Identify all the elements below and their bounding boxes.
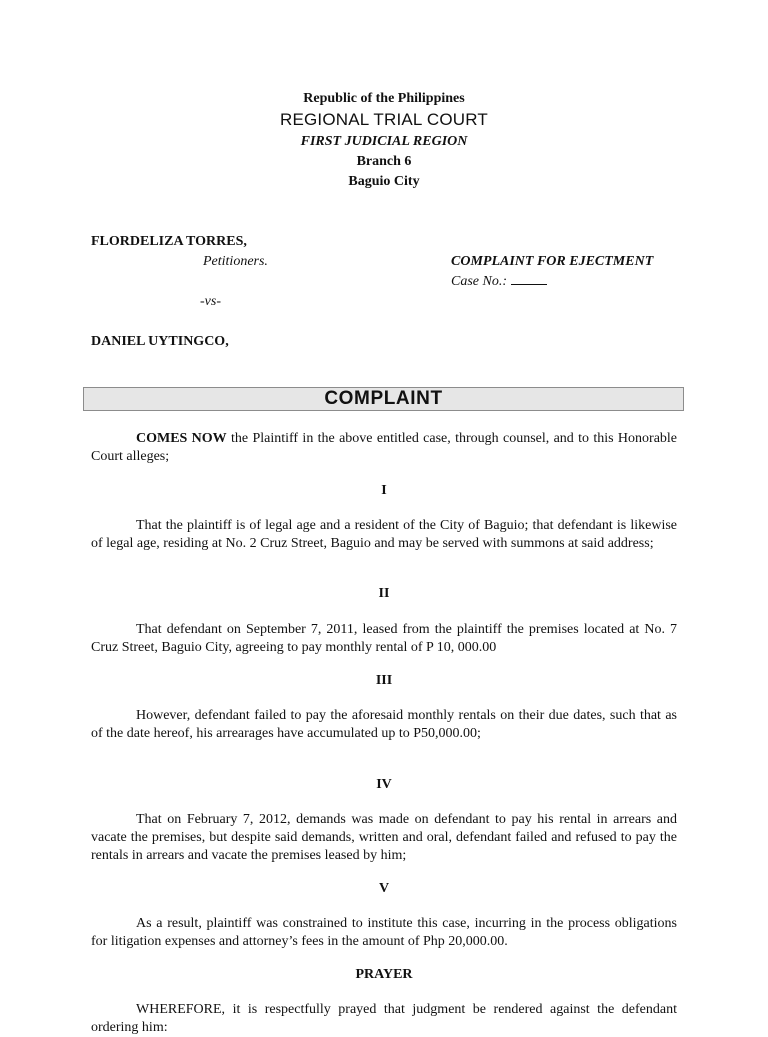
defendant-name: DANIEL UYTINGCO,	[91, 334, 229, 349]
section-paragraph: However, defendant failed to pay the aforesaid monthly rentals on their due dates, such that as of the date hereof, his arrearages have accumulated up to P50,000.00;	[91, 708, 677, 741]
case-number-blank	[511, 273, 547, 285]
document-title-box	[83, 387, 684, 411]
prayer-heading: PRAYER	[355, 967, 413, 982]
plaintiff-role: Petitioners.	[203, 254, 268, 269]
section-numeral: IV	[376, 777, 392, 792]
section-paragraph: That on February 7, 2012, demands was made on defendant to pay his rental in arrears and vacate the premises, but despite said demands, written and oral, defendant failed and refused to pay the rentals in arrears and vacate the premises leased by him;	[91, 812, 677, 863]
prayer-paragraph: WHEREFORE, it is respectfully prayed that judgment be rendered against the defendant ordering him:	[91, 1002, 677, 1035]
section-numeral: I	[381, 483, 387, 498]
section-numeral: II	[378, 586, 390, 601]
case-number-label: Case No.:	[451, 274, 507, 289]
header-branch: Branch 6	[356, 154, 412, 169]
header-court: REGIONAL TRIAL COURT	[279, 110, 489, 129]
section-numeral: V	[378, 881, 390, 896]
header-city: Baguio City	[348, 174, 420, 189]
plaintiff-name: FLORDELIZA TORRES,	[91, 234, 247, 249]
section-numeral: III	[375, 673, 393, 688]
case-title: COMPLAINT FOR EJECTMENT	[451, 254, 654, 269]
section-paragraph: That defendant on September 7, 2011, leased from the plaintiff the premises located at No. 7 Cruz Street, Baguio City, agreeing to pay monthly rental of P 10, 000.00	[91, 622, 677, 655]
intro-lead: COMES NOW	[136, 431, 227, 446]
section-paragraph: As a result, plaintiff was constrained to institute this case, incurring in the process obligations for litigation expenses and attorney’s fees in the amount of Php 20,000.00.	[91, 916, 677, 949]
section-paragraph: That the plaintiff is of legal age and a resident of the City of Baguio; that defendant is likewise of legal age, residing at No. 2 Cruz Street, Baguio and may be served with summons at said address;	[91, 518, 677, 551]
intro-text: the Plaintiff in the above entitled case, through counsel, and to this Honorable Court alleges;	[91, 431, 678, 464]
header-republic: Republic of the Philippines	[303, 91, 465, 106]
intro-paragraph	[91, 430, 677, 466]
header-region: FIRST JUDICIAL REGION	[300, 134, 468, 149]
document-title: COMPLAINT	[324, 388, 443, 409]
case-number	[451, 273, 547, 290]
versus: -vs-	[200, 294, 221, 309]
